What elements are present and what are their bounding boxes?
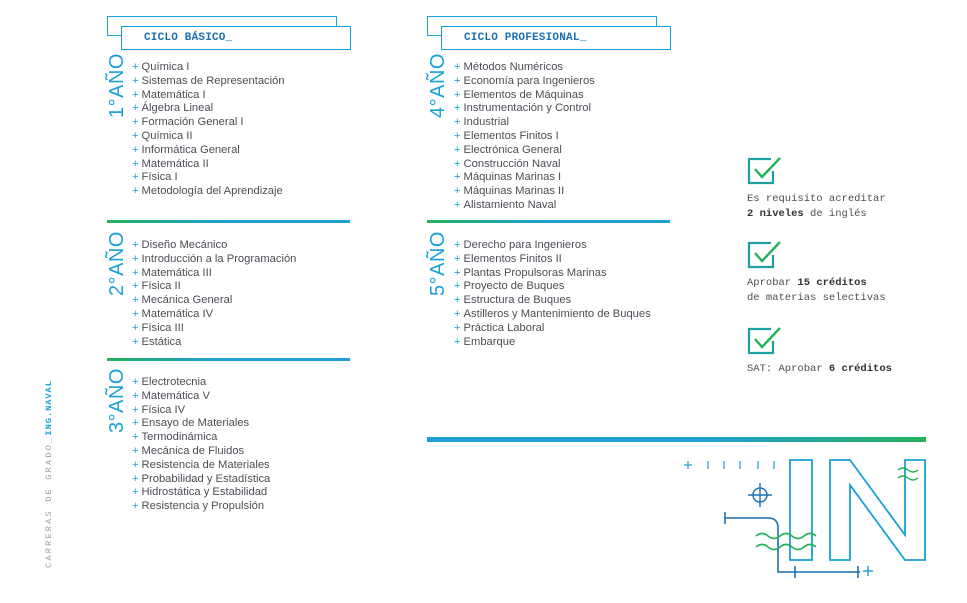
subject-item: + Instrumentación y Control — [454, 102, 592, 115]
subject-item: + Resistencia de Materiales — [132, 458, 270, 471]
subject-item: + Informática General — [132, 143, 240, 156]
subject-item: + Matemática I — [132, 88, 206, 101]
requirement-text: SAT: Aprobar 6 créditos — [747, 363, 892, 375]
year-4-label: 4°AÑO — [427, 53, 449, 118]
subject-item: + Mecánica General — [132, 294, 233, 307]
subject-item: + Química I — [132, 61, 190, 73]
basic-cycle-header — [107, 16, 337, 42]
subject-item: + Métodos Numéricos — [454, 61, 564, 73]
subject-item: + Formación General I — [132, 116, 244, 129]
subject-item: + Física IV — [132, 403, 186, 416]
year-divider — [107, 358, 350, 361]
subject-item: + Astilleros y Mantenimiento de Buques — [454, 307, 651, 320]
basic-cycle-title: CICLO BÁSICO_ — [144, 32, 233, 44]
subject-item: + Práctica Laboral — [454, 321, 545, 334]
subject-item: + Sistemas de Representación — [132, 74, 285, 87]
subject-item: + Máquinas Marinas II — [454, 185, 565, 198]
year-2-label: 2°AÑO — [106, 231, 128, 296]
subject-item: + Estática — [132, 335, 182, 348]
requirement-text: Es requisito acreditar 2 niveles de inglés — [747, 193, 886, 220]
subject-item: + Electrónica General — [454, 143, 562, 156]
professional-cycle-title: CICLO PROFESIONAL_ — [464, 32, 587, 44]
subject-item: + Matemática III — [132, 266, 212, 279]
naval-engineering-logo — [680, 450, 930, 585]
subject-item: + Construcción Naval — [454, 157, 561, 170]
requirement-sat — [747, 326, 892, 377]
subject-item: + Proyecto de Buques — [454, 280, 565, 293]
requirement-text: Aprobar 15 créditos de materias selectivas — [747, 277, 886, 304]
subject-item: + Introducción a la Programación — [132, 252, 297, 265]
subject-item: + Matemática V — [132, 389, 210, 402]
subject-item: + Embarque — [454, 335, 516, 348]
subject-item: + Mecánica de Fluidos — [132, 444, 245, 457]
year-5-label: 5°AÑO — [427, 231, 449, 296]
subject-item: + Física II — [132, 280, 181, 293]
year-divider — [427, 220, 670, 223]
letter-n — [830, 460, 925, 560]
crosshair-icon — [748, 483, 772, 507]
logo-divider — [427, 437, 926, 442]
header-front-frame — [441, 26, 671, 50]
subject-item: + Matemática II — [132, 157, 209, 170]
subject-item: + Probabilidad y Estadística — [132, 472, 271, 485]
subject-item: + Electrotecnia — [132, 376, 207, 388]
header-front-frame — [121, 26, 351, 50]
year-1-label: 1°AÑO — [106, 53, 128, 118]
year-3-label: 3°AÑO — [106, 368, 128, 433]
subject-item: + Ensayo de Materiales — [132, 417, 250, 430]
year-3-subjects — [132, 376, 270, 514]
subject-item: + Matemática IV — [132, 307, 214, 320]
subject-item: + Elementos Finitos I — [454, 129, 559, 142]
subject-item: + Alistamiento Naval — [454, 198, 557, 211]
subject-item: + Estructura de Buques — [454, 294, 572, 307]
professional-cycle-header — [427, 16, 657, 42]
subject-item: + Derecho para Ingenieros — [454, 239, 587, 251]
tick-marks — [684, 461, 774, 469]
subject-item: + Termodinámica — [132, 431, 218, 444]
subject-item: + Plantas Propulsoras Marinas — [454, 266, 607, 279]
subject-item: + Diseño Mecánico — [132, 239, 228, 251]
subject-item: + Física I — [132, 171, 178, 184]
wave-icon — [756, 534, 816, 550]
subject-item: + Química II — [132, 129, 193, 142]
subject-item: + Resistencia y Propulsión — [132, 500, 265, 513]
pipe-line — [725, 518, 860, 572]
check-icon — [747, 156, 783, 186]
requirement-english — [747, 156, 886, 221]
subject-item: + Física III — [132, 321, 184, 334]
subject-item: + Álgebra Lineal — [132, 102, 214, 115]
side-caption: CARRERAS DE GRADO_ING.NAVAL — [44, 380, 54, 568]
year-1-subjects — [132, 61, 285, 199]
subject-item: + Elementos de Máquinas — [454, 88, 584, 101]
check-icon — [747, 326, 783, 356]
year-2-subjects — [132, 239, 296, 349]
wave-icon — [898, 468, 918, 480]
year-divider — [107, 220, 350, 223]
subject-item: + Elementos Finitos II — [454, 252, 562, 265]
year-4-subjects — [454, 61, 595, 213]
subject-item: + Economía para Ingenieros — [454, 74, 595, 87]
subject-item: + Industrial — [454, 116, 509, 129]
subject-item: + Hidrostática y Estabilidad — [132, 486, 268, 499]
requirement-credits — [747, 240, 886, 305]
year-5-subjects — [454, 239, 651, 349]
plus-icon — [863, 566, 873, 576]
subject-item: + Metodología del Aprendizaje — [132, 185, 283, 198]
subject-item: + Máquinas Marinas I — [454, 171, 562, 184]
check-icon — [747, 240, 783, 270]
